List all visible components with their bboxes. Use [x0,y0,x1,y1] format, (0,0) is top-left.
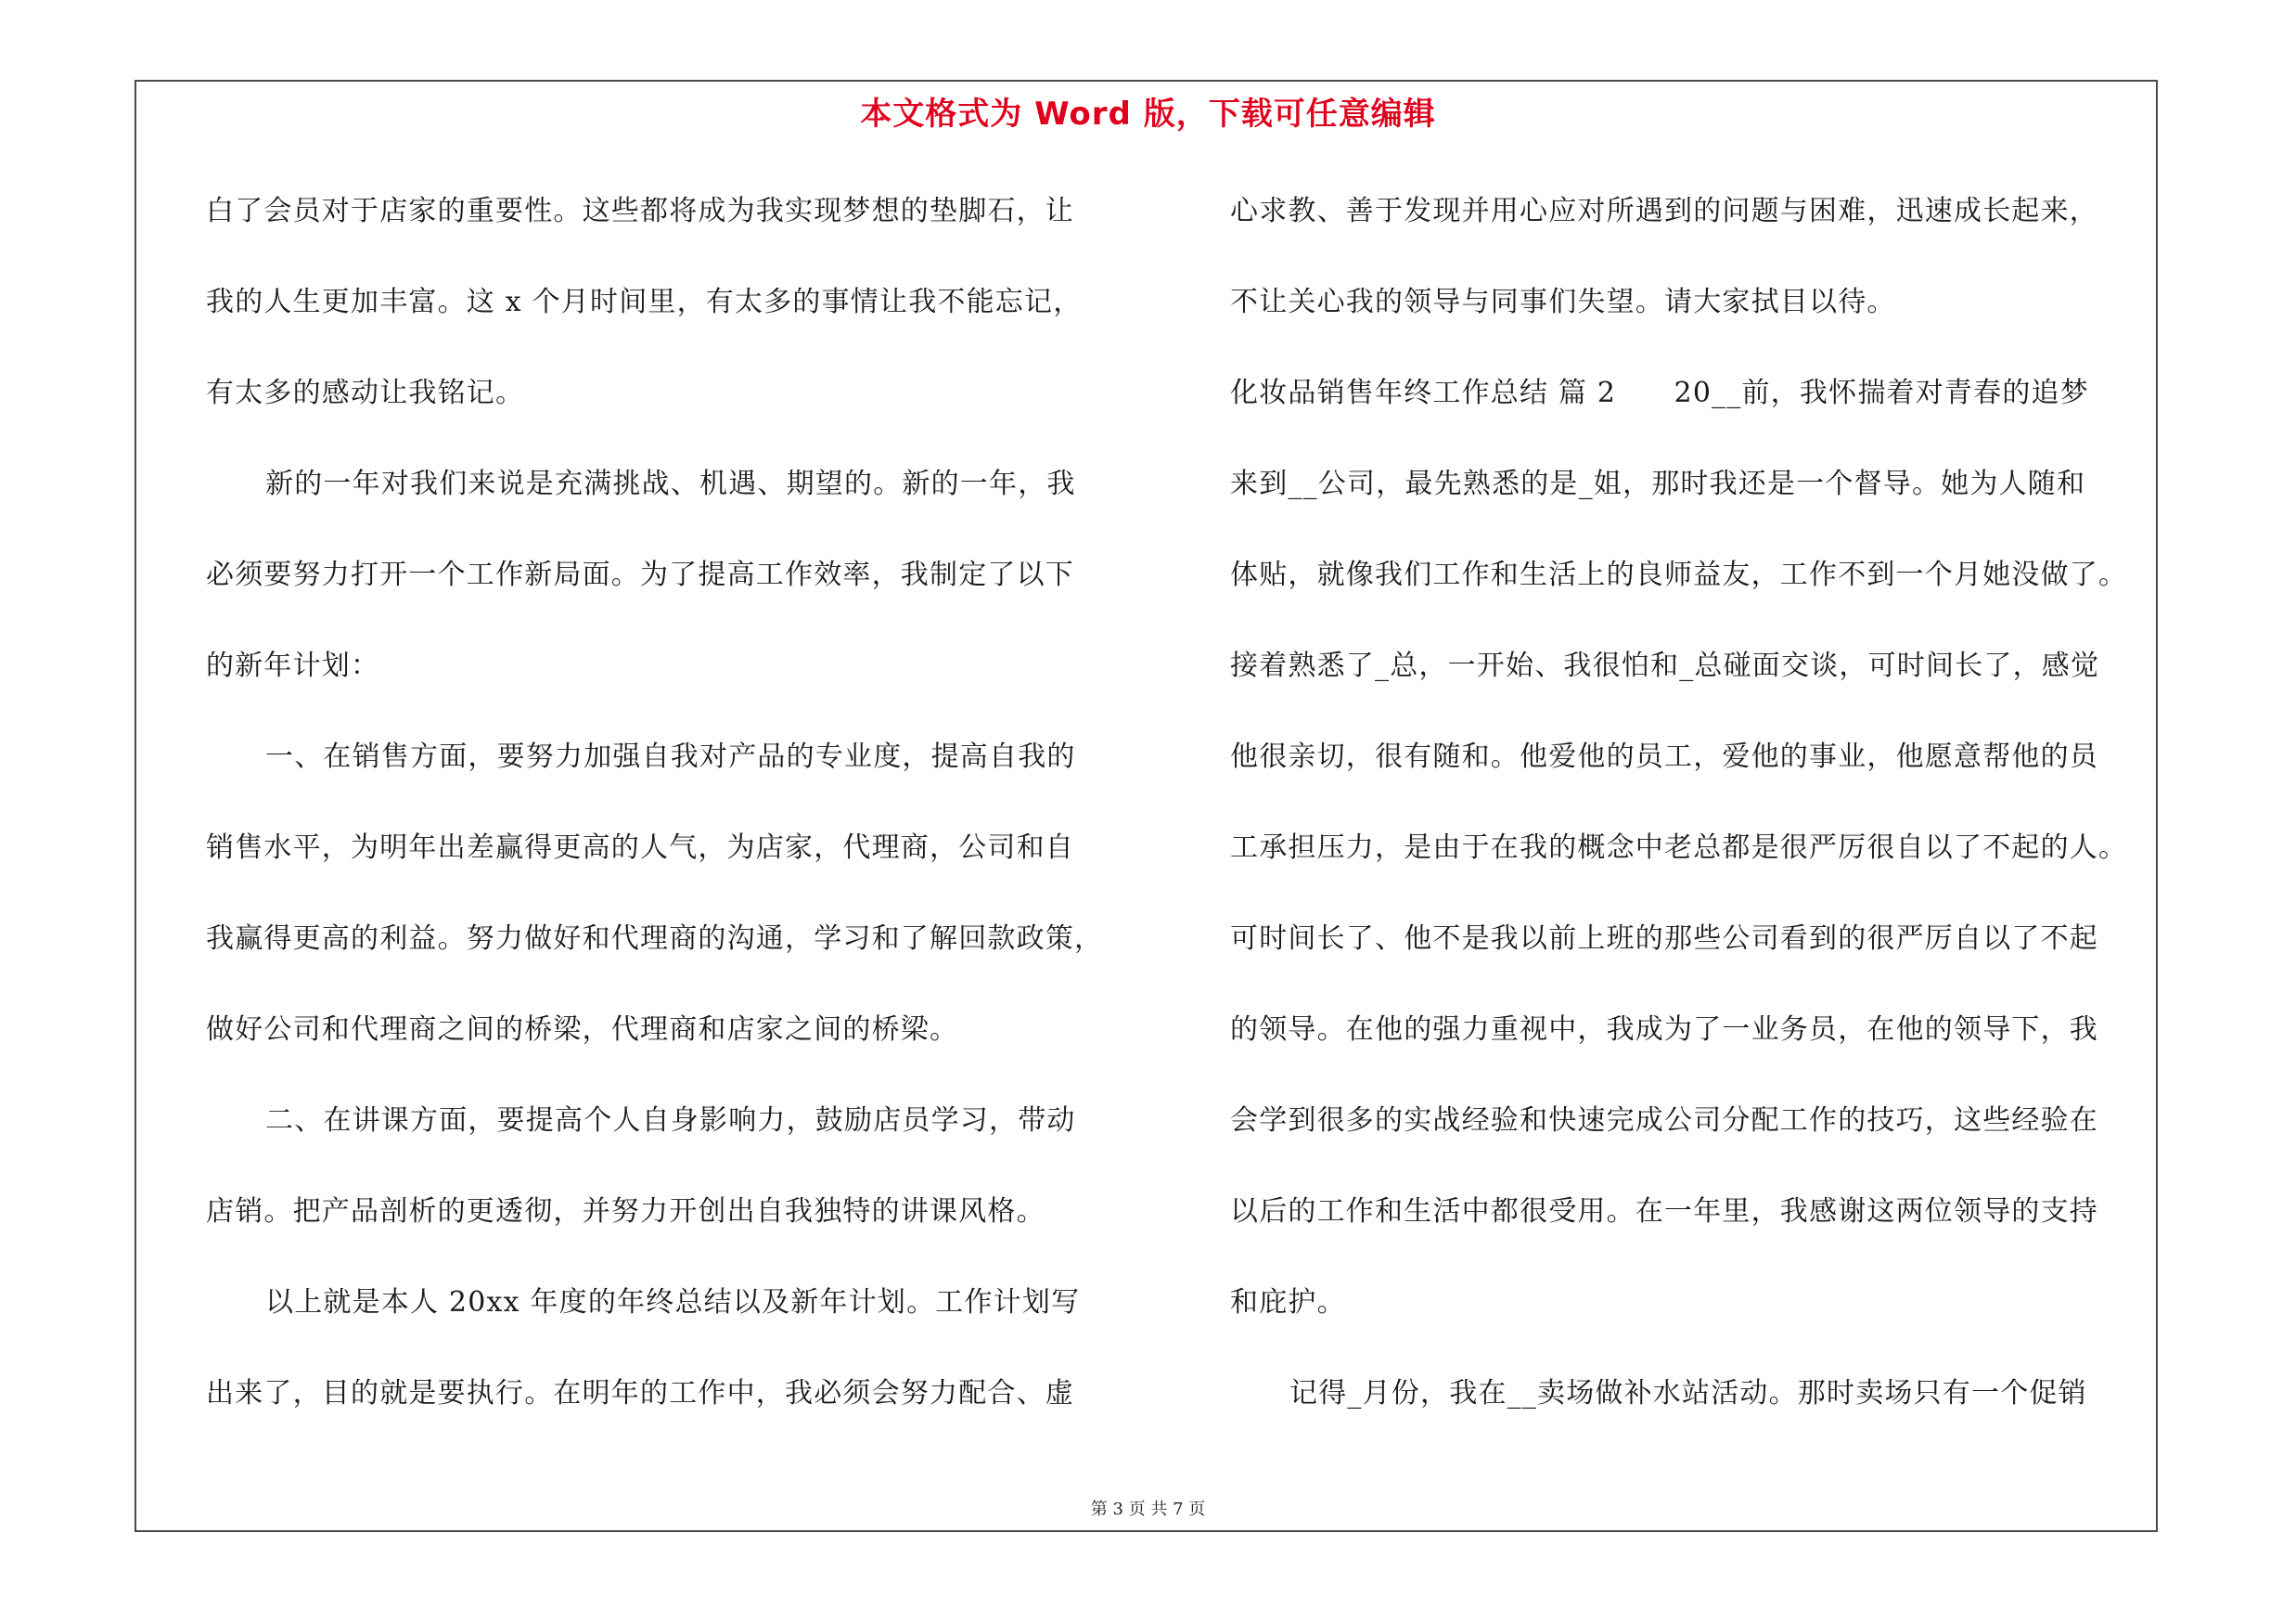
text-line: 记得_月份，我在__卖场做补水站活动。那时卖场只有一个促销 [1289,1377,2087,1410]
text-line: 出来了，目的就是要执行。在明年的工作中，我必须会努力配合、虚 [206,1377,1074,1410]
text-line: 接着熟悉了_总，一开始、我很怕和_总碰面交谈，可时间长了，感觉 [1230,650,2100,682]
text-line: 工承担压力，是由于在我的概念中老总都是很严厉很自以了不起的人。 [1230,831,2128,864]
text-line: 一、在销售方面，要努力加强自我对产品的专业度，提高自我的 [265,741,1076,773]
text-line: 来到__公司，最先熟悉的是_姐，那时我还是一个督导。她为人随和 [1230,468,2086,500]
text-line: 我赢得更高的利益。努力做好和代理商的沟通，学习和了解回款政策， [206,922,1104,955]
text-line: 不让关心我的领导与同事们失望。请大家拭目以待。 [1230,286,1896,318]
text-line: 的新年计划： [206,650,380,682]
text-line: 心求教、善于发现并用心应对所遇到的问题与困难，迅速成长起来， [1230,195,2098,227]
text-line: 白了会员对于店家的重要性。这些都将成为我实现梦想的垫脚石，让 [206,195,1074,227]
text-line: 必须要努力打开一个工作新局面。为了提高工作效率，我制定了以下 [206,559,1074,591]
text-line: 做好公司和代理商之间的桥梁，代理商和店家之间的桥梁。 [206,1013,959,1046]
text-line: 我的人生更加丰富。这 x 个月时间里，有太多的事情让我不能忘记， [206,286,1083,318]
text-line: 销售水平，为明年出差赢得更高的人气，为店家，代理商，公司和自 [206,831,1074,864]
text-line: 可时间长了、他不是我以前上班的那些公司看到的很严厉自以了不起 [1230,922,2098,955]
format-notice-banner: 本文格式为 Word 版，下载可任意编辑 [860,96,1436,133]
left-text-column [206,184,1124,1457]
text-line: 有太多的感动让我铭记。 [206,377,525,409]
text-line: 化妆品销售年终工作总结 篇 2 20__前，我怀揣着对青春的追梦 [1230,377,2089,409]
text-line: 店销。把产品剖析的更透彻，并努力开创出自我独特的讲课风格。 [206,1195,1045,1228]
text-line: 以上就是本人 20xx 年度的年终总结以及新年计划。工作计划写 [265,1286,1081,1319]
text-line: 以后的工作和生活中都很受用。在一年里，我感谢这两位领导的支持 [1230,1195,2098,1228]
right-text-column [1230,184,2158,1457]
text-line: 二、在讲课方面，要提高个人自身影响力，鼓励店员学习，带动 [265,1104,1076,1137]
text-line: 和庇护。 [1230,1286,1346,1319]
text-line: 新的一年对我们来说是充满挑战、机遇、期望的。新的一年，我 [265,468,1076,500]
text-line: 体贴，就像我们工作和生活上的良师益友，工作不到一个月她没做了。 [1230,559,2128,591]
text-line: 会学到很多的实战经验和快速完成公司分配工作的技巧，这些经验在 [1230,1104,2098,1137]
page-number-footer: 第 3 页 共 7 页 [1090,1500,1206,1519]
text-line: 他很亲切，很有随和。他爱他的员工，爱他的事业，他愿意帮他的员 [1230,741,2098,773]
text-line: 的领导。在他的强力重视中，我成为了一业务员，在他的领导下，我 [1230,1013,2098,1046]
